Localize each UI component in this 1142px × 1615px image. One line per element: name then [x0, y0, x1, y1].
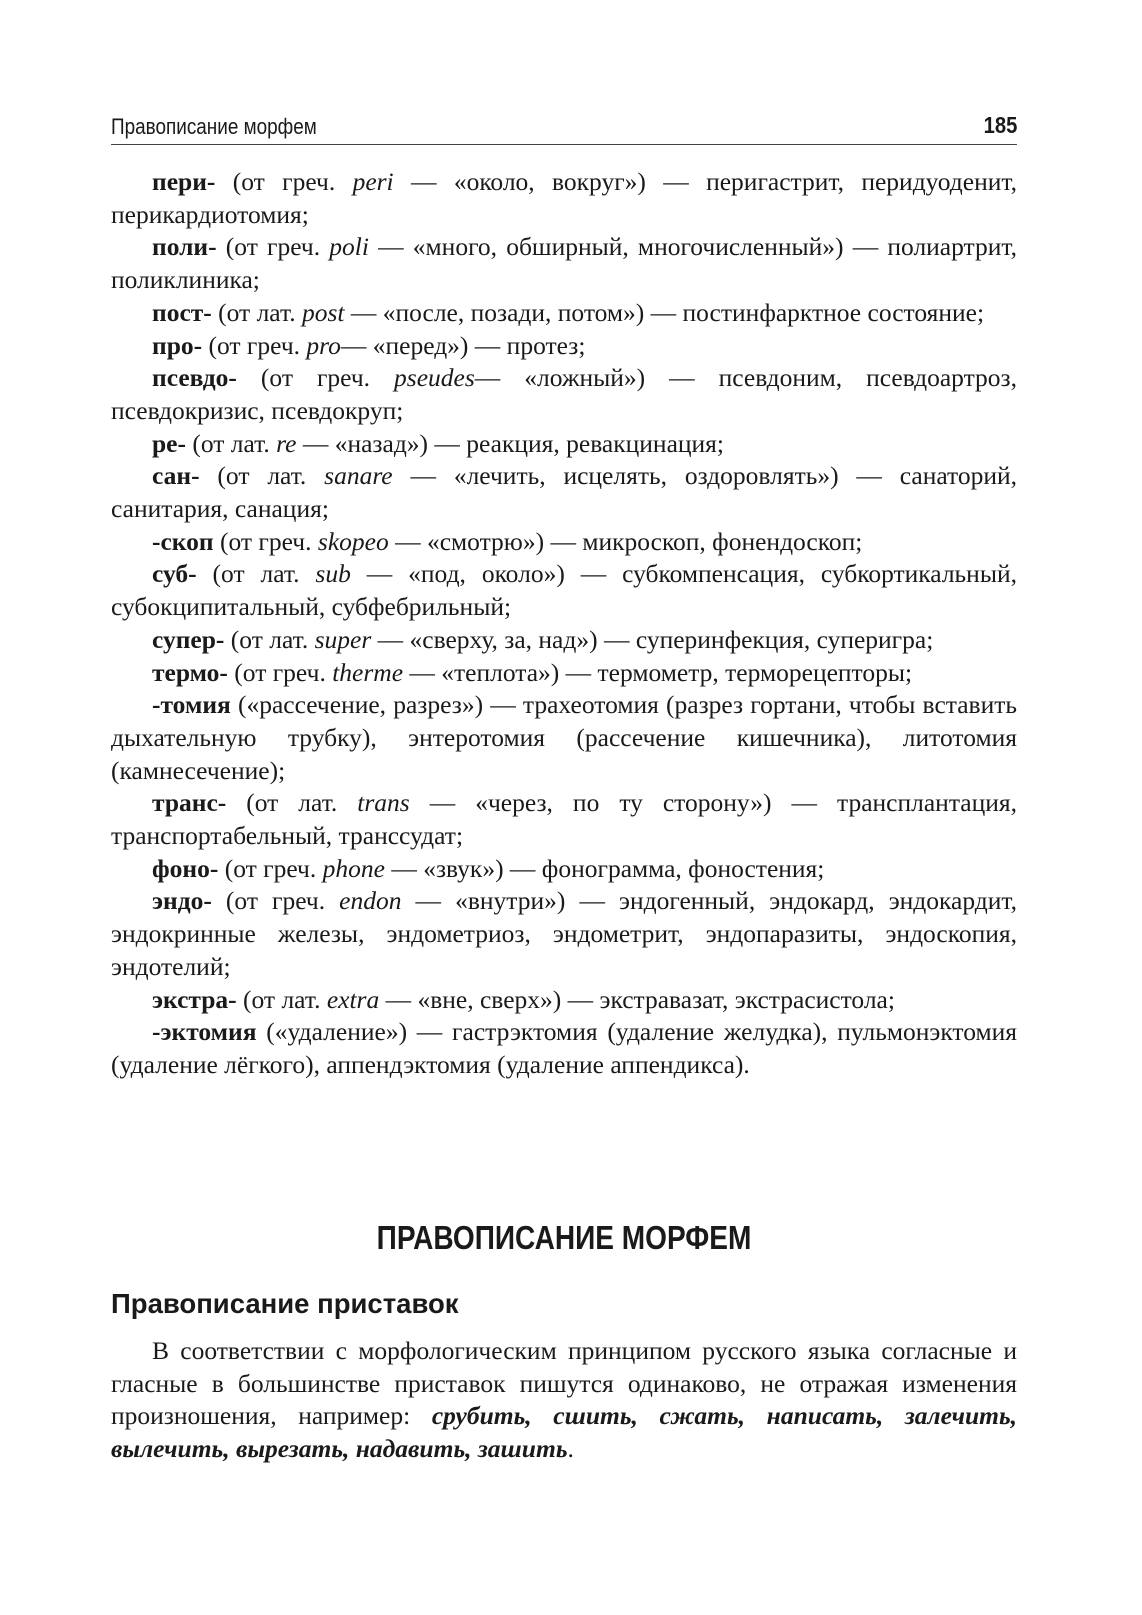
entry-definition: — «звук») — фонограмма, фоностения; — [384, 853, 825, 883]
glossary-entry — [111, 297, 1017, 330]
body-paragraph — [111, 1335, 1017, 1466]
entry-term: эндо- — [152, 886, 212, 916]
entry-definition: — «ложный») — псевдоним, псевдоартроз, псевдокризис, псевдокруп; — [111, 363, 1017, 425]
entry-foreign-word: peri — [352, 167, 394, 196]
example-separator: , — [525, 1401, 554, 1431]
entry-origin: (от лат. — [199, 461, 325, 491]
running-head — [111, 108, 1017, 145]
entry-term: транс- — [152, 788, 227, 818]
example-word: вылечить — [111, 1434, 224, 1464]
glossary-entry — [111, 853, 1017, 886]
entry-definition: — «около, вокруг») — перигастрит, перидуоденит, перикардиотомия; — [111, 167, 1017, 229]
entry-term: сан- — [152, 461, 200, 491]
entry-origin: (от лат. — [196, 559, 316, 589]
glossary-entry — [111, 657, 1017, 690]
entry-definition: — «через, по ту сторону») — трансплантация, транспортабельный, транссудат; — [111, 788, 1017, 851]
page-number: 185 — [983, 112, 1017, 138]
example-separator: , — [631, 1401, 660, 1431]
entry-origin: (от греч. — [211, 886, 340, 916]
example-word: написать — [766, 1401, 877, 1431]
entry-origin: (от лат. — [211, 297, 302, 327]
example-word: зашить — [477, 1434, 568, 1464]
entry-origin: («рассечение, разрез») — трахеотомия (разрез гортани, чтобы вставить дыхательную трубку), энтеротомия (рассечение кишечника), литотомия (камнесечение); — [111, 690, 1017, 785]
entry-origin: (от греч. — [216, 232, 330, 262]
example-separator: , — [223, 1434, 236, 1464]
entry-origin: (от греч. — [215, 167, 353, 196]
entry-definition: — «внутри») — эндогенный, эндокард, эндокардит, эндокринные железы, эндометриоз, эндометрит, эндопаразиты, эндоскопия, эндотелий; — [111, 886, 1017, 981]
entry-origin: (от греч. — [218, 853, 323, 883]
example-separator: , — [738, 1401, 767, 1431]
entry-origin: (от лат. — [236, 984, 327, 1014]
example-separator: , — [465, 1434, 478, 1464]
example-word: сжать — [659, 1401, 739, 1431]
glossary-entry — [111, 428, 1017, 461]
entry-foreign-word: extra — [326, 984, 380, 1014]
entry-foreign-word: trans — [357, 788, 410, 818]
glossary-entry — [111, 787, 1017, 852]
entry-origin: (от греч. — [227, 657, 333, 687]
entry-term: про- — [152, 330, 203, 360]
entry-term: ре- — [152, 428, 186, 458]
entry-definition: — «сверху, за, над») — суперинфекция, суперигра; — [371, 624, 934, 654]
glossary-entry — [111, 460, 1017, 525]
entry-term: фоно- — [152, 853, 219, 883]
glossary-entry — [111, 689, 1017, 787]
entry-foreign-word: pro — [306, 330, 341, 360]
glossary-entry — [111, 330, 1017, 363]
entry-definition: — «после, позади, потом») — постинфарктное состояние; — [344, 297, 985, 327]
entry-origin: (от лат. — [226, 788, 358, 818]
entry-foreign-word: pseudes — [394, 363, 475, 393]
glossary-entries — [111, 166, 1017, 1082]
entry-term: пост- — [152, 297, 212, 327]
entry-foreign-word: endon — [339, 886, 402, 916]
entry-definition: — «смотрю») — микроскоп, фонендоскоп; — [388, 526, 863, 556]
entry-definition: — «перед») — протез; — [340, 330, 586, 360]
glossary-entry — [111, 885, 1017, 983]
entry-origin: (от греч. — [236, 363, 395, 393]
glossary-entry — [111, 526, 1017, 559]
entry-foreign-word: post — [301, 297, 345, 327]
entry-foreign-word: sanare — [324, 461, 393, 491]
glossary-entry — [111, 984, 1017, 1017]
entry-origin: (от греч. — [202, 330, 307, 360]
entry-term: -эктомия — [152, 1017, 257, 1047]
entry-foreign-word: poli — [329, 232, 369, 262]
entry-term: -томия — [152, 690, 231, 720]
entry-origin: (от греч. — [213, 526, 318, 556]
running-title: Правописание морфем — [111, 114, 317, 139]
glossary-entry — [111, 231, 1017, 296]
entry-term: псевдо- — [152, 363, 237, 393]
glossary-entry — [111, 624, 1017, 657]
entry-origin: («удаление») — гастрэктомия (удаление желудка), пульмонэктомия (удаление лёгкого), аппендэктомия (удаление аппендикса). — [111, 1017, 1017, 1079]
entry-term: экстра- — [152, 984, 237, 1014]
example-separator: , — [1010, 1401, 1018, 1431]
glossary-entry — [111, 362, 1017, 427]
entry-term: -скоп — [152, 526, 214, 556]
example-separator: , — [342, 1434, 356, 1464]
entry-definition: — «вне, сверх») — экстравазат, экстрасистола; — [379, 984, 895, 1014]
paragraph-end: . — [567, 1434, 574, 1464]
entry-term: суб- — [152, 559, 197, 589]
entry-definition: — «много, обширный, многочисленный») — полиартрит, поликлиника; — [111, 232, 1017, 295]
example-word: надавить — [355, 1434, 466, 1464]
glossary-entry — [111, 558, 1017, 623]
entry-foreign-word: skopeo — [317, 526, 389, 556]
entry-origin: (от лат. — [224, 624, 315, 654]
section-heading: ПРАВОПИСАНИЕ МОРФЕМ — [376, 1219, 752, 1256]
entry-foreign-word: super — [314, 624, 372, 654]
entry-foreign-word: re — [276, 428, 297, 458]
subsection-heading: Правописание приставок — [111, 1288, 459, 1319]
example-word: сшить — [553, 1401, 632, 1431]
example-word: вырезать — [235, 1434, 343, 1464]
entry-term: поли- — [152, 232, 217, 262]
entry-term: термо- — [152, 657, 228, 687]
glossary-entry — [111, 166, 1017, 231]
entry-origin: (от лат. — [186, 428, 277, 458]
entry-definition: — «теплота») — термометр, терморецепторы; — [403, 657, 913, 687]
example-word: залечить — [904, 1401, 1011, 1431]
entry-foreign-word: sub — [315, 559, 351, 589]
example-separator: , — [876, 1401, 905, 1431]
entry-foreign-word: phone — [322, 853, 385, 883]
example-word: срубить — [431, 1401, 526, 1431]
paragraph-text: В соответствии с морфологическим принципом русского языка согласные и гласные в большинстве приставок пишутся одинаково, не отражая изменения произношения, например: — [111, 1336, 1017, 1431]
entry-foreign-word: therme — [332, 657, 404, 687]
entry-definition: — «под, около») — субкомпенсация, субкортикальный, субокципитальный, субфебрильный; — [111, 559, 1017, 622]
entry-definition: — «назад») — реакция, ревакцинация; — [296, 428, 724, 458]
entry-term: супер- — [152, 624, 225, 654]
entry-term: пери- — [152, 167, 216, 196]
glossary-entry — [111, 1016, 1017, 1081]
entry-definition: — «лечить, исцелять, оздоровлять») — санаторий, санитария, санация; — [111, 461, 1017, 524]
